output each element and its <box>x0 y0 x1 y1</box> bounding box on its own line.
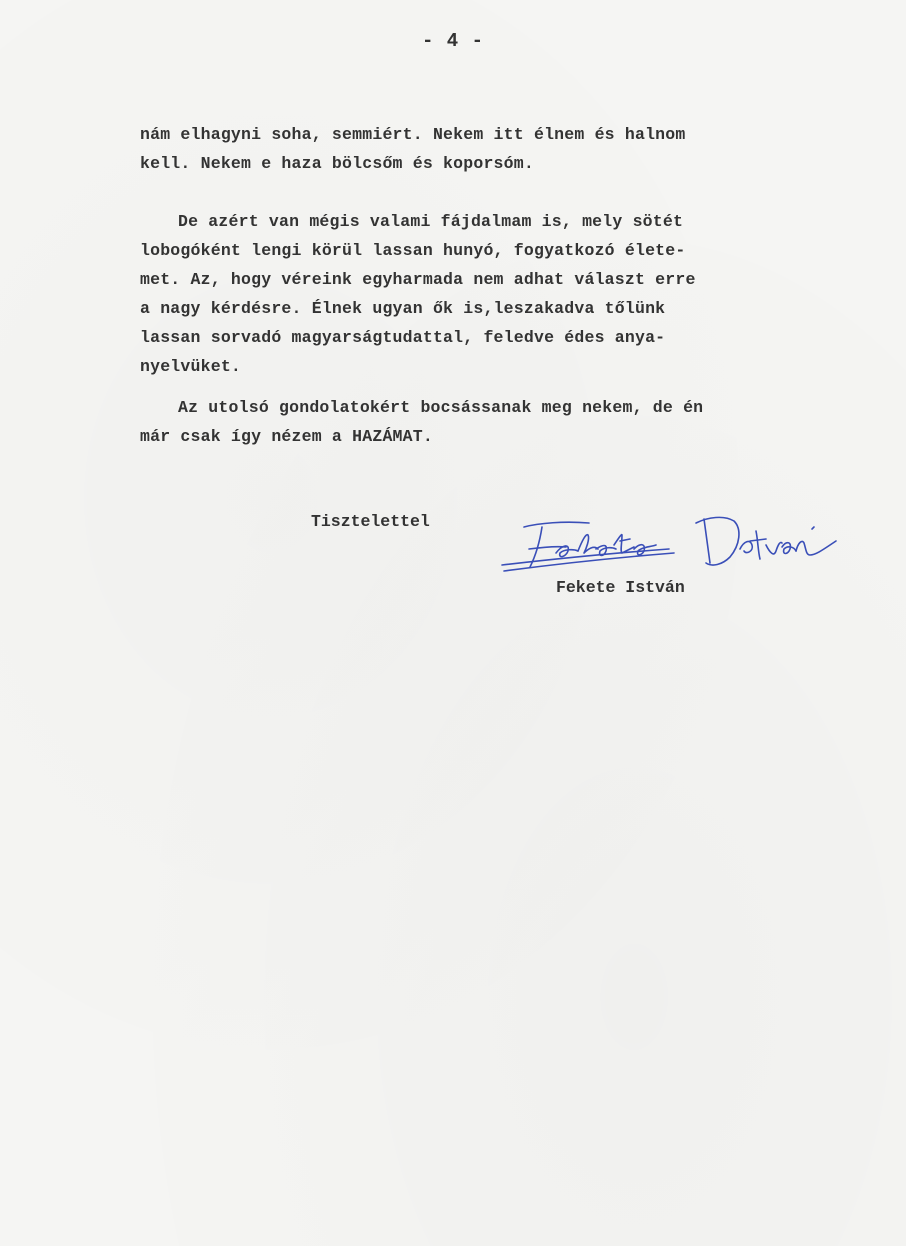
paragraph-1-line: kell. Nekem e haza bölcsőm és koporsóm. <box>140 154 534 173</box>
paragraph-2 <box>140 207 820 381</box>
paragraph-3-line: már csak így nézem a HAZÁMAT. <box>140 427 433 446</box>
closing-salutation: Tisztelettel <box>311 512 430 531</box>
paragraph-1-line: nám elhagyni soha, semmiért. Nekem itt élnem és halnom <box>140 125 686 144</box>
paragraph-2-line: De azért van mégis valami fájdalmam is, mely sötét <box>178 212 684 231</box>
page-number: - 4 - <box>421 30 484 52</box>
paragraph-2-line: met. Az, hogy véreink egyharmada nem adhat választ erre <box>140 270 696 289</box>
paragraph-2-line: lassan sorvadó magyarságtudattal, feledve édes anya- <box>140 328 666 347</box>
signer-name: Fekete István <box>556 578 685 597</box>
paragraph-3-line: Az utolsó gondolatokért bocsássanak meg nekem, de én <box>178 398 704 417</box>
paragraph-2-line: a nagy kérdésre. Élnek ugyan ők is,leszakadva tőlünk <box>140 299 666 318</box>
paragraph-1 <box>140 120 820 178</box>
paragraph-2-line: nyelvüket. <box>140 357 242 376</box>
paragraph-2-line: lobogóként lengi körül lassan hunyó, fogyatkozó élete- <box>140 241 686 260</box>
paragraph-3 <box>140 393 820 451</box>
handwritten-signature <box>494 505 854 585</box>
